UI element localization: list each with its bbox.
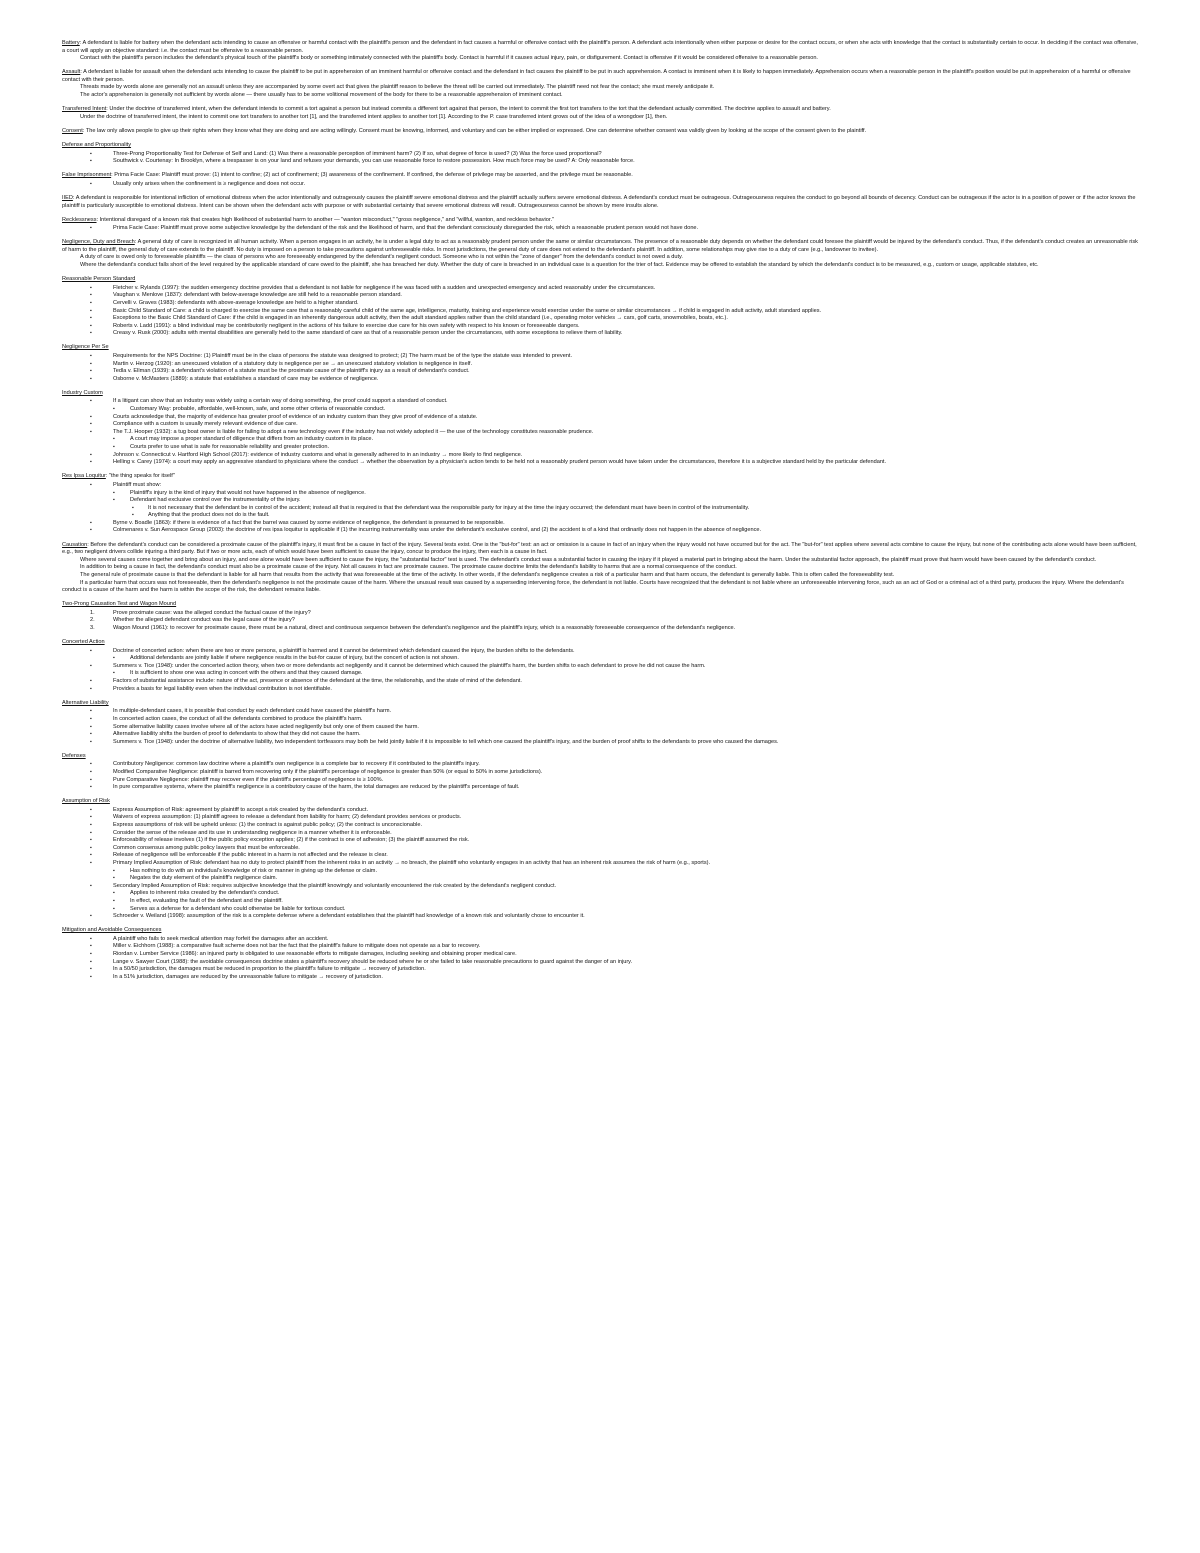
list-item: ▪ A court may impose a proper standard of diligence that differs from an industry custom in its place. bbox=[62, 436, 1142, 444]
section-paragraph: IIED: A defendant is responsible for intentional infliction of emotional distress when the actor intentionally and outrageously causes the plaintiff severe emotional distress and the plaintiff actually suffers severe emotional distress. A defendant's conduct must be outrageous. Outrageousness requires the conduct to go beyond all bounds of decency. Conduct can be outrageous if the actor is in a position of power or if the actor knows the plaintiff is particularly susceptible to emotional distress. Intent can be shown when the defendant acts with purpose or with substantial certainty that severe emotional distress will result. Outrageousness cannot be shown by mere insults alone. bbox=[62, 194, 1136, 209]
section-paragraph bbox=[62, 92, 1142, 100]
list-item: ▪ Express assumptions of risk will be upheld unless: (1) the contract is against public policy; (2) the contract is unconscionable. bbox=[62, 822, 1142, 830]
section-heading: Recklessness bbox=[62, 216, 97, 223]
lead-text: "the thing speaks for itself" bbox=[108, 473, 175, 480]
bullet-list bbox=[62, 936, 1142, 982]
paragraph-text: Contact with the plaintiff's person includes the defendant's physical touch of the plaintiff's body or something intimately connected with the plaintiff's body. Contact is harmful if it causes actual injury, pain, or disfigurement. Contact is offensive if it would be considered offensive to a reasonable person. bbox=[80, 55, 818, 62]
bullet-list bbox=[62, 225, 1142, 233]
list-item: ▪ Schroeder v. Weiland (1998): assumption of the risk is a complete defense where a defendant establishes that the plaintiff had knowledge of a known risk and voluntarily chose to encounter it. bbox=[62, 913, 1142, 921]
lead-text: Intentional disregard of a known risk that creates high likelihood of substantial harm to another — "wanton misconduct," "gross negligence," and "willful, wanton, and reckless behavior." bbox=[99, 216, 555, 223]
section-mitigation-and-avoidable-consequences bbox=[62, 927, 1142, 981]
list-item: ▪ Byrne v. Boadle (1863): if there is evidence of a fact that the barrel was caused by some evidence of negligence, the defendant is presumed to be responsible. bbox=[62, 520, 1142, 528]
paragraph-text: In addition to being a cause in fact, the defendant's conduct must also be a proximate cause of the injury. Not all causes in fact are proximate causes. The proximate cause doctrine limits the defendant's liability to harms that are a normal consequence of the conduct. bbox=[80, 564, 737, 571]
section-heading-line bbox=[62, 142, 1142, 150]
paragraph-text: Under the doctrine of transferred intent, when the defendant intends to commit a tort against a person but instead commits a different tort against that person, the intent to commit the first tort transfers to the tort that the defendant actually committed. The doctrine applies to assault and battery. bbox=[109, 106, 831, 113]
list-item: ▪ If a litigant can show that an industry was widely using a certain way of doing something, the proof could support a standard of conduct. bbox=[62, 398, 1142, 406]
list-item: ▪ The T.J. Hooper (1932): a tug boat owner is liable for failing to adopt a new technology even if the industry has not widely adopted it — the use of the technology constitutes reasonable prudence. bbox=[62, 429, 1142, 437]
section-heading-line: Recklessness: Intentional disregard of a known risk that creates high likelihood of substantial harm to another — "wanton misconduct," "gross negligence," and "willful, wanton, and reckless behavior." bbox=[62, 216, 555, 223]
bullet-list bbox=[62, 807, 1142, 921]
section-heading-line bbox=[62, 639, 1142, 647]
section-heading: Battery bbox=[62, 40, 80, 46]
section-heading: Defense and Proportionality bbox=[62, 141, 132, 148]
lead-text: Prima Facie Case: Plaintiff must prove: (1) intent to confine; (2) act of confinement; (3) awareness of the confinement. If confined, the defense of privilege may be asserted, and the privilege must be reasonable. bbox=[114, 172, 633, 179]
paragraph-text: The law only allows people to give up their rights when they know what they are doing and are acting willingly. Consent must be knowing, informed, and voluntary and can be either implied or expressed. One can determine whether consent was validly given by looking at the scope of the consent given to the plaintiff. bbox=[85, 127, 867, 134]
list-item: ▪ Some alternative liability cases involve where all of the actors have acted negligently but only one of them caused the harm. bbox=[62, 724, 1142, 732]
section-paragraph bbox=[62, 572, 1142, 580]
list-item: ▪ Roberts v. Ladd (1991): a blind individual may be contributorily negligent in the actions of his failure to exercise due care for his own safety with respect to his known or foreseeable dangers. bbox=[62, 323, 1142, 331]
section-paragraph bbox=[62, 84, 1142, 92]
section-defense-and-proportionality bbox=[62, 142, 1142, 166]
section-transferred-intent bbox=[62, 106, 1142, 121]
list-item: ▪ Three-Prong Proportionality Test for Defense of Self and Land: (1) Was there a reasonable perception of imminent harm? (2) If so, what degree of force is used? (3) Was the force used proportional? bbox=[62, 151, 1142, 159]
list-item: ▪ Consider the sense of the release and its use in understanding negligence in a manner whether it is enforceable. bbox=[62, 830, 1142, 838]
list-item: ▪ Enforceability of release involves (1) if the public policy exception applies; (2) if the contract is one of adhesion; (3) the plaintiff assumed the risk. bbox=[62, 837, 1142, 845]
section-negligence-duty-and-breach bbox=[62, 239, 1142, 269]
list-item: ▪ Express Assumption of Risk: agreement by plaintiff to accept a risk created by the defendant's conduct. bbox=[62, 807, 1142, 815]
section-negligence-per-se bbox=[62, 344, 1142, 383]
list-item: ▪ Applies to inherent risks created by the defendant's conduct. bbox=[62, 890, 1142, 898]
list-item: ▪ Southwick v. Courtenay: In Brooklyn, where a trespasser is on your land and refuses your demands, you can use reasonable force to restore possession. How much force may be used? A: Only reasonable force. bbox=[62, 158, 1142, 166]
list-item: ▪ Colmenares v. Sun Aerospace Group (2003): the doctrine of res ipsa loquitur is applicable if (1) the incurring instrumentality was under the defendant's exclusive control, and (2) the accident is of a kind that ordinarily does not happen in the absence of negligence. bbox=[62, 527, 1142, 535]
section-heading-line: Res Ipsa Loquitur: "the thing speaks for itself" bbox=[62, 473, 175, 480]
section-reasonable-person-standard bbox=[62, 276, 1142, 338]
list-item: ▪ Pure Comparative Negligence: plaintiff may recover even if the plaintiff's percentage of negligence is ≥ 100%. bbox=[62, 777, 1142, 785]
paragraph-text: A defendant is responsible for intentional infliction of emotional distress when the actor intentionally and outrageously causes the plaintiff severe emotional distress and the plaintiff actually suffers severe emotional distress. A defendant's conduct must be outrageous. Outrageousness requires the conduct to go beyond all bounds of decency. Conduct can be outrageous if the actor is in a position of power or if the actor knows the plaintiff is particularly susceptible to emotional distress. Intent can be shown when the defendant acts with purpose or with substantial certainty that severe emotional distress will result. Outrageousness cannot be shown by mere insults alone. bbox=[62, 194, 1136, 209]
paragraph-text: A defendant is liable for battery when the defendant acts intending to cause an offensive or harmful contact with the plaintiff's person and the defendant in fact causes a harmful or offensive contact with the plaintiff's person. A defendant acts intentionally when either purpose or desire for the contact occurs, or when she acts with knowledge that the contact is substantially certain to occur. In deciding if the contact was offensive, a court will apply an objective standard: i.e. the contact must be offensive to a reasonable person. bbox=[62, 40, 1138, 54]
paragraph-text: A general duty of care is recognized in all human activity. When a person engages in an activity, he is under a legal duty to act as a reasonably prudent person under the same or similar circumstances. The presence of a reasonable duty depends on whether the defendant could foresee the plaintiff would be injured by the defendant's conduct. Thus, if the defendant's conduct creates an unreasonable risk of harm to the plaintiff, the general duty of care extends to the plaintiff. No duty is imposed on a person to take precautions against unforeseeable risks. In most jurisdictions, the general duty of care does not extend to the defendant's plaintiff. In addition, some relationships may give rise to a duty of care (e.g., landowner to invitee). bbox=[62, 239, 1138, 253]
section-defenses bbox=[62, 753, 1142, 792]
bullet-list bbox=[62, 398, 1142, 466]
list-item: ▪ Prima Facie Case: Plaintiff must prove some subjective knowledge by the defendant of the risk and the likelihood of harm, and that the defendant consciously disregarded the risk, which a reasonable prudent person would not have done. bbox=[62, 225, 1142, 233]
section-heading: Res Ipsa Loquitur bbox=[62, 473, 106, 480]
section-heading-line bbox=[62, 798, 1142, 806]
section-heading: Assault bbox=[62, 69, 81, 76]
list-item: ▪ Release of negligence will be enforceable if the public interest in a harm is not affected and the release is clear. bbox=[62, 852, 1142, 860]
paragraph-text: A defendant is liable for assault when the defendant acts intending to cause the plaintiff to be put in apprehension of an imminent harmful or offensive contact and the defendant in fact causes the plaintiff to be put in such apprehension. A contact is imminent when it is likely to happen immediately. Apprehension occurs when a reasonable person in the plaintiff's position would be put in apprehension of a harmful or offensive contact with their person. bbox=[62, 69, 1131, 83]
paragraph-text: The actor's apprehension is generally not sufficient by words alone — there usually has to be some volitional movement of the body for there to be a reasonable apprehension of imminent contact. bbox=[80, 92, 563, 99]
section-paragraph: Assault: A defendant is liable for assault when the defendant acts intending to cause the plaintiff to be put in apprehension of an imminent harmful or offensive contact and the defendant in fact causes the plaintiff to be put in such apprehension. A contact is imminent when it is likely to happen immediately. Apprehension occurs when a reasonable person in the plaintiff's position would be put in apprehension of a harmful or offensive contact with their person. bbox=[62, 69, 1131, 83]
list-item: ▪ Modified Comparative Negligence: plaintiff is barred from recovering only if the plaintiff's percentage of negligence is greater than 50% (or equal to 50% in some jurisdictions). bbox=[62, 769, 1142, 777]
bullet-list bbox=[62, 761, 1142, 791]
list-item: ▪ Exceptions to the Basic Child Standard of Care: if the child is engaged in an inherently dangerous adult activity, then the adult standard applies rather than the child standard (i.e., operating motor vehicles → cars, golf carts, snowmobiles, boats, etc.). bbox=[62, 315, 1142, 323]
section-battery bbox=[62, 40, 1142, 63]
list-item: ▪ Has nothing to do with an individual's knowledge of risk or manner in giving up the defense or claim. bbox=[62, 868, 1142, 876]
paragraph-text: Where several causes come together and bring about an injury, and one alone would have been sufficient to cause the injury, the "substantial factor" test is used. The defendant's conduct was a substantial factor in causing the injury if it played a material part in bringing about the harm. Under the substantial factor approach, the plaintiff must prove that harm would have been caused by the defendant's conduct. bbox=[80, 556, 1097, 563]
list-item: ▪ Usually only arises when the confinement is ≥ negligence and does not occur. bbox=[62, 181, 1142, 189]
section-heading: Consent bbox=[62, 127, 83, 134]
list-item: ▪ Tedla v. Ellman (1939): a defendant's violation of a statute must be the proximate cause of the plaintiff's injury as a result of defendant's conduct. bbox=[62, 368, 1142, 376]
section-paragraph: Consent: The law only allows people to give up their rights when they know what they are doing and are acting willingly. Consent must be knowing, informed, and voluntary and can be either implied or expressed. One can determine whether consent was validly given by looking at the scope of the consent given to the plaintiff. bbox=[62, 127, 867, 134]
section-false-imprisonment bbox=[62, 172, 1142, 188]
bullet-list bbox=[62, 353, 1142, 383]
section-two-prong-causation-test-and-wagon-mound bbox=[62, 601, 1142, 632]
list-item: ▪ Negates the duty element of the plaintiff's negligence claim. bbox=[62, 875, 1142, 883]
list-item: ▪ Summers v. Tice (1948): under the concerted action theory, when two or more defendants act negligently and it cannot be determined which caused the plaintiff's harm, the burden shifts to each defendant to prove he did not cause the harm. bbox=[62, 663, 1142, 671]
list-item: ▪ Anything that the product does not do is the fault. bbox=[62, 512, 1142, 520]
section-heading: Negligence Per Se bbox=[62, 344, 109, 351]
bullet-list bbox=[62, 708, 1142, 746]
section-recklessness bbox=[62, 217, 1142, 233]
list-item: ▪ Provides a basis for legal liability even when the individual contribution is not identifiable. bbox=[62, 686, 1142, 694]
list-item: ▪ Cervelli v. Graves (1983): defendants with above-average knowledge are held to a higher standard. bbox=[62, 300, 1142, 308]
section-heading: Transferred Intent bbox=[62, 106, 107, 113]
list-item: ▪ Compliance with a custom is usually merely relevant evidence of due care. bbox=[62, 421, 1142, 429]
list-item: ▪ Serves as a defense for a defendant who could otherwise be liable for tortious conduct. bbox=[62, 906, 1142, 914]
paragraph-text: A duty of care is owed only to foreseeable plaintiffs — the class of persons who are foreseeably endangered by the defendant's negligent conduct. Someone who is not within the "zone of danger" from the defendant's conduct is not owed a duty. bbox=[80, 254, 683, 261]
paragraph-text: If a particular harm that occurs was not foreseeable, then the defendant's negligence is not the proximate cause of the harm. Where the unusual result was caused by a superseding intervening force, the defendant is not liable. Courts have recognized that the defendant is not liable where an unforeseeable intervening force, such as an act of God or a criminal act of a third party, produces the injury. Where the defendant's conduct is a cause of the harm and the harm is within the scope of the risk, the defendant remains liable. bbox=[62, 579, 1124, 594]
list-item: ▪ Lange v. Sawyer Court (1988): the avoidable consequences doctrine states a plaintiff's recovery should be reduced where he or she failed to take reasonable precautions to guard against the danger of an injury. bbox=[62, 959, 1142, 967]
section-paragraph bbox=[62, 114, 1142, 122]
list-item: ▪ Osborne v. McMasters (1889): a statute that establishes a standard of care may be evidence of negligence. bbox=[62, 376, 1142, 384]
section-heading: Negligence, Duty and Breach bbox=[62, 239, 135, 246]
section-heading: Mitigation and Avoidable Consequences bbox=[62, 927, 162, 934]
paragraph-text: Threats made by words alone are generally not an assault unless they are accompanied by some overt act that gives the plaintiff reason to believe the threat will be carried out immediately. The plaintiff need not fear the contact; she must merely anticipate it. bbox=[80, 84, 715, 91]
section-causation bbox=[62, 542, 1142, 595]
list-item: ▪ In a 50/50 jurisdiction, the damages must be reduced in proportion to the plaintiff's failure to mitigate → recovery of jurisdiction. bbox=[62, 966, 1142, 974]
list-item: ▪ Riordan v. Lumber Service (1986): an injured party is obligated to use reasonable efforts to mitigate damages, including seeking and obtaining proper medical care. bbox=[62, 951, 1142, 959]
list-item: ▪ Secondary Implied Assumption of Risk: requires subjective knowledge that the plaintiff knowingly and voluntarily encountered the risk created by the defendant's negligent conduct. bbox=[62, 883, 1142, 891]
list-item: ▪ In concerted action cases, the conduct of all the defendants combined to produce the plaintiff's harm. bbox=[62, 716, 1142, 724]
section-heading-line bbox=[62, 753, 1142, 761]
list-item: ▪ Plaintiff's injury is the kind of injury that would not have happened in the absence of negligence. bbox=[62, 490, 1142, 498]
list-item: ▪ Courts prefer to use what is safe for reasonable reliability and greater protection. bbox=[62, 444, 1142, 452]
section-heading: Concerted Action bbox=[62, 639, 105, 646]
section-paragraph: Transferred Intent: Under the doctrine of transferred intent, when the defendant intends to commit a tort against a person but instead commits a different tort against that person, the intent to commit the first tort transfers to the tort that the defendant actually committed. The doctrine applies to assault and battery. bbox=[62, 106, 831, 113]
paragraph-text: The general rule of proximate cause is that the defendant is liable for all harm that results from the activity that was foreseeable at the time of the activity. In other words, if the defendant's negligence creates a risk of a particular harm and that harm occurs, the defendant is generally liable. This is often called the foreseeability test. bbox=[80, 571, 895, 578]
section-assault bbox=[62, 69, 1142, 99]
section-heading-line: False Imprisonment: Prima Facie Case: Plaintiff must prove: (1) intent to confine; (2) act of confinement; (3) awareness of the confinement. If confined, the defense of privilege may be asserted, and the privilege must be reasonable. bbox=[62, 172, 633, 179]
section-heading: Industry Custom bbox=[62, 389, 103, 396]
bullet-list bbox=[62, 648, 1142, 694]
list-item: ▪ Factors of substantial assistance include: nature of the act, presence or absence of the defendant at the time, the relationship, and the state of mind of the defendant. bbox=[62, 678, 1142, 686]
bullet-list bbox=[62, 285, 1142, 338]
section-industry-custom bbox=[62, 390, 1142, 467]
numbered-item: 3. Wagon Mound (1961): to recover for proximate cause, there must be a natural, direct and continuous sequence between the defendant's negligence and the plaintiff's injury, which is a reasonably foreseeable consequence of the defendant's negligence. bbox=[62, 625, 1142, 633]
section-heading-line bbox=[62, 344, 1142, 352]
section-paragraph: Negligence, Duty and Breach: A general duty of care is recognized in all human activity. When a person engages in an activity, he is under a legal duty to act as a reasonably prudent person under the same or similar circumstances. The presence of a reasonable duty depends on whether the defendant could foresee the plaintiff would be injured by the defendant's conduct. Thus, if the defendant's conduct creates an unreasonable risk of harm to the plaintiff, the general duty of care extends to the plaintiff. No duty is imposed on a person to take precautions against unforeseeable risks. In most jurisdictions, the general duty of care does not extend to the defendant's plaintiff. In addition, some relationships may give rise to a duty of care (e.g., landowner to invitee). bbox=[62, 239, 1138, 253]
section-heading-line bbox=[62, 927, 1142, 935]
list-item: ▪ Courts acknowledge that, the majority of evidence has greater proof of evidence of an industry custom than they give proof of evidence of a statute. bbox=[62, 414, 1142, 422]
list-item: ▪ Waivers of express assumption: (1) plaintiff agrees to release a defendant from liability for harm; (2) defendant provides services or products. bbox=[62, 814, 1142, 822]
list-item: ▪ Summers v. Tice (1948): under the doctrine of alternative liability, two independent tortfeasors may both be held jointly liable if it is impossible to tell which one caused the plaintiff's injury, and the burden of proof shifts to the defendants to prove who caused the damages. bbox=[62, 739, 1142, 747]
list-item: ▪ Martin v. Herzog (1920): an unexcused violation of a statutory duty is negligence per se → an unexcused statutory violation is negligence in itself. bbox=[62, 361, 1142, 369]
list-item: ▪ Primary Implied Assumption of Risk: defendant has no duty to protect plaintiff from the inherent risks in an activity → no breach, the plaintiff who voluntarily engages in an activity that has an inherent risk assumes the risk of harm (e.g., sports). bbox=[62, 860, 1142, 868]
section-paragraph bbox=[62, 580, 1142, 595]
list-item: ▪ Common consensus among public policy lawyers that must be enforceable. bbox=[62, 845, 1142, 853]
list-item: ▪ In multiple-defendant cases, it is possible that conduct by each defendant could have caused the plaintiff's harm. bbox=[62, 708, 1142, 716]
list-item: ▪ Vaughan v. Menlove (1837): defendant with below-average knowledge are still held to a reasonable person standard. bbox=[62, 292, 1142, 300]
section-res-ipsa-loquitur bbox=[62, 473, 1142, 535]
list-item: ▪ Requirements for the NPS Doctrine: (1) Plaintiff must be in the class of persons the statute was designed to protect; (2) The harm must be of the type the statute was intended to prevent. bbox=[62, 353, 1142, 361]
section-heading-line bbox=[62, 601, 1142, 609]
section-alternative-liability bbox=[62, 700, 1142, 747]
list-item: ▪ It is sufficient to show one was acting in concert with the others and that they caused damage. bbox=[62, 670, 1142, 678]
section-paragraph bbox=[62, 557, 1142, 565]
bullet-list bbox=[62, 482, 1142, 535]
section-paragraph bbox=[62, 254, 1142, 262]
section-heading: Causation bbox=[62, 541, 88, 548]
list-item: ▪ Fletcher v. Rylands (1997): the sudden emergency doctrine provides that a defendant is not liable for negligence if he was faced with a sudden and unexpected emergency and acted reasonably under the circumstances. bbox=[62, 285, 1142, 293]
bullet-list bbox=[62, 181, 1142, 189]
list-item: ▪ Contributory Negligence: common law doctrine where a plaintiff's own negligence is a complete bar to recovery if it contributed to the plaintiff's injury. bbox=[62, 761, 1142, 769]
section-heading: IIED bbox=[62, 194, 73, 201]
list-item: ▪ It is not necessary that the defendant be in control of the accident; instead all that is required is that the defendant was the responsible party for injury at the time the injury occurred; the defendant must have been in control of the instrumentality. bbox=[62, 505, 1142, 513]
paragraph-text: Before the defendant's conduct can be considered a proximate cause of the plaintiff's injury, it must first be a cause in fact of the injury. Several tests exist. One is the "but-for" test: an act or omission is a cause in fact of an injury when the injury would not have occurred but for the act. The "but-for" test applies where several acts combine to cause the injury, but none of the contributing acts alone would have been sufficient, e.g., two negligent drivers collide injuring a third party. But if two or more acts, each of which would have been sufficient to cause the injury, concur to produce the injury, then each is a cause in fact. bbox=[62, 541, 1137, 556]
section-paragraph bbox=[62, 262, 1142, 270]
list-item: ▪ Alternative liability shifts the burden of proof to defendants to show that they did not cause the harm. bbox=[62, 731, 1142, 739]
section-paragraph bbox=[62, 55, 1142, 63]
numbered-list bbox=[62, 610, 1142, 633]
paragraph-text: Under the doctrine of transferred intent, the intent to commit one tort transfers to another tort [1], and the transferred intent applies to another tort [1]. According to the P. case transferred intent grows out of the idea of a wrongdoer [1], then. bbox=[80, 113, 668, 120]
section-assumption-of-risk bbox=[62, 798, 1142, 921]
list-item: ▪ Additional defendants are jointly liable if where negligence results in the but-for cause of injury, but the concert of action is not shown. bbox=[62, 655, 1142, 663]
section-heading-line bbox=[62, 700, 1142, 708]
bullet-list bbox=[62, 151, 1142, 166]
list-item: ▪ Defendant had exclusive control over the instrumentality of the injury. bbox=[62, 497, 1142, 505]
list-item: ▪ Basic Child Standard of Care: a child is charged to exercise the same care that a reasonably careful child of the same age, intelligence, maturity, training and experience would exercise under the same or similar circumstances → if child is engaged in adult activity, adult standard applies. bbox=[62, 308, 1142, 316]
list-item: ▪ Plaintiff must show: bbox=[62, 482, 1142, 490]
section-heading: False Imprisonment bbox=[62, 172, 112, 179]
section-heading-line bbox=[62, 276, 1142, 284]
section-heading: Alternative Liability bbox=[62, 699, 109, 706]
list-item: ▪ Doctrine of concerted action: when there are two or more persons, a plaintiff is harmed and it cannot be determined which defendant caused the injury, the burden shifts to the defendants. bbox=[62, 648, 1142, 656]
section-paragraph: Causation: Before the defendant's conduct can be considered a proximate cause of the plaintiff's injury, it must first be a cause in fact of the injury. Several tests exist. One is the "but-for" test: an act or omission is a cause in fact of an injury when the injury would not have occurred but for the act. The "but-for" test applies where several acts combine to cause the injury, but none of the contributing acts alone would have been sufficient, e.g., two negligent drivers collide injuring a third party. But if two or more acts, each of which would have been sufficient to cause the injury, concur to produce the injury, then each is a cause in fact. bbox=[62, 541, 1137, 556]
list-item: ▪ Customary Way: probable, affordable, well-known, safe, and some other criteria of reasonable conduct. bbox=[62, 406, 1142, 414]
numbered-item: 2. Whether the alleged defendant conduct was the legal cause of the injury? bbox=[62, 617, 1142, 625]
section-consent bbox=[62, 128, 1142, 136]
list-item: ▪ In effect, evaluating the fault of the defendant and the plaintiff. bbox=[62, 898, 1142, 906]
list-item: ▪ In pure comparative systems, where the plaintiff's negligence is a contributory cause of the harm, the total damages are reduced by the plaintiff's percentage of fault. bbox=[62, 784, 1142, 792]
list-item: ▪ Johnson v. Connecticut v. Hartford High School (2017): evidence of industry customs and what is generally adhered to in an industry → more likely to find negligence. bbox=[62, 452, 1142, 460]
list-item: ▪ In a 51% jurisdiction, damages are reduced by the unreasonable failure to mitigate → recovery of jurisdiction. bbox=[62, 974, 1142, 982]
section-paragraph bbox=[62, 564, 1142, 572]
section-heading-line bbox=[62, 390, 1142, 398]
list-item: ▪ Helling v. Carey (1974): a court may apply an aggressive standard to physicians where the conduct → whether the observation by a physician's action tends to be held not a reasonably prudent person would have taken under the circumstances, therefore it is a subjective standard held by the particular defendant. bbox=[62, 459, 1142, 467]
section-heading: Assumption of Risk bbox=[62, 798, 110, 805]
list-item: ▪ Creasy v. Rusk (2000): adults with mental disabilities are generally held to the same standard of care as that of a reasonable person under the circumstances, with some exceptions to relieve them of liability. bbox=[62, 330, 1142, 338]
section-concerted-action bbox=[62, 639, 1142, 693]
list-item: ▪ Miller v. Eichhorn (1988): a comparative fault scheme does not bar the fact that the plaintiff's failure to mitigate does not operate as a bar to recovery. bbox=[62, 943, 1142, 951]
list-item: ▪ A plaintiff who fails to seek medical attention may forfeit the damages after an accident. bbox=[62, 936, 1142, 944]
section-iied bbox=[62, 195, 1142, 210]
section-heading: Defenses bbox=[62, 752, 86, 759]
section-heading: Two-Prong Causation Test and Wagon Mound bbox=[62, 601, 177, 608]
numbered-item: 1. Prove proximate cause: was the alleged conduct the factual cause of the injury? bbox=[62, 610, 1142, 618]
paragraph-text: Where the defendant's conduct falls short of the level required by the applicable standard of care owed to the plaintiff, she has breached her duty. Whether the duty of care is breached in an individual case is a question for the trier of fact. Evidence may be offered to establish the standard by which the defendant's conduct is to be measured, e.g., custom or usage, applicable statutes, etc. bbox=[80, 262, 1039, 269]
section-heading: Reasonable Person Standard bbox=[62, 276, 136, 283]
section-paragraph: Battery: A defendant is liable for battery when the defendant acts intending to cause an offensive or harmful contact with the plaintiff's person and the defendant in fact causes a harmful or offensive contact with the plaintiff's person. A defendant acts intentionally when either purpose or desire for the contact occurs, or when she acts with knowledge that the contact is substantially certain to occur. In deciding if the contact was offensive, a court will apply an objective standard: i.e. the contact must be offensive to a reasonable person. bbox=[62, 40, 1138, 54]
